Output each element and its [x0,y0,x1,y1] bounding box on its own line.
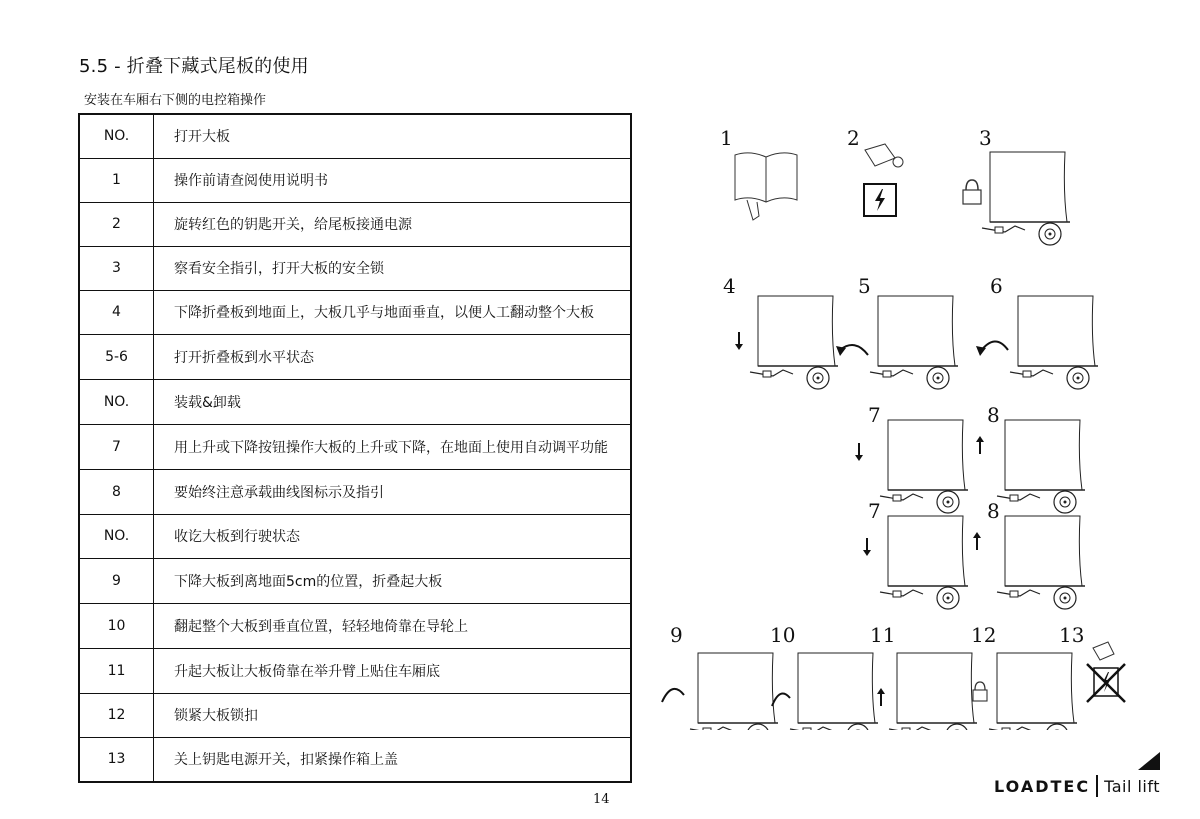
safety-lock-icon [963,180,981,204]
figure-number-7: 7 [868,499,881,523]
step-number: NO. [79,514,154,558]
figure-number-1: 1 [720,126,733,150]
figure-number-12: 12 [971,623,997,647]
step-description: 打开大板 [154,114,632,158]
lock-icon [973,682,987,701]
truck-illustration-11 [889,653,977,730]
arrow-up-icon [973,532,981,550]
brand-tagline: Tail lift [1104,776,1160,796]
step-description: 装载&卸载 [154,379,632,424]
table-row [79,558,631,603]
truck-illustration-5 [870,296,958,389]
step-number: 11 [79,648,154,693]
table-row [79,379,631,424]
arrow-up-icon [877,688,885,706]
step-number: 10 [79,603,154,648]
figure-number-8: 8 [987,403,1000,427]
figure-number-5: 5 [858,274,871,298]
arrow-up-icon [976,436,984,454]
table-row [79,202,631,246]
step-number: 8 [79,469,154,514]
arrow-down-icon [855,443,863,461]
page-number: 14 [593,792,610,807]
step-description: 关上钥匙电源开关，扣紧操作箱上盖 [154,737,632,782]
step-description: 操作前请查阅使用说明书 [154,158,632,202]
table-row [79,290,631,334]
truck-illustration-8 [997,420,1085,513]
figure-number-7: 7 [868,403,881,427]
truck-illustration-7 [880,420,968,513]
table-row [79,603,631,648]
step-description: 锁紧大板锁扣 [154,693,632,737]
brand-separator [1096,775,1098,797]
step-description: 用上升或下降按钮操作大板的上升或下降，在地面上使用自动调平功能 [154,424,632,469]
step-description: 旋转红色的钥匙开关，给尾板接通电源 [154,202,632,246]
key-off-icon [1087,642,1125,702]
truck-illustration-3 [982,152,1070,245]
step-description: 打开折叠板到水平状态 [154,334,632,379]
step-number: NO. [79,114,154,158]
table-row [79,246,631,290]
corner-triangle-icon [1138,752,1160,770]
arrow-down-icon [735,332,743,350]
figure-number-2: 2 [847,126,860,150]
table-row [79,693,631,737]
table-row [79,334,631,379]
table-row [79,424,631,469]
step-description: 收讫大板到行驶状态 [154,514,632,558]
truck-illustration-8 [997,516,1085,609]
figure-number-9: 9 [670,623,683,647]
table-row [79,114,631,158]
truck-illustration-12 [989,653,1077,730]
figure-number-8: 8 [987,499,1000,523]
brand-logo: LOADTEC [994,776,1091,796]
key-switch-icon [865,144,903,167]
figure-number-11: 11 [870,623,896,647]
step-number: 3 [79,246,154,290]
table-row [79,514,631,558]
operation-table [78,113,632,783]
illustration-panel [640,110,1180,730]
figure-number-10: 10 [770,623,796,647]
table-row [79,737,631,782]
rotate-arrow-icon [980,341,1008,352]
table-row [79,158,631,202]
section-title: 5.5 - 折叠下藏式尾板的使用 [79,56,309,77]
truck-illustration-10 [790,653,878,730]
table-row [79,469,631,514]
brand-footer [994,775,1160,797]
truck-illustration-6 [1010,296,1098,389]
step-number: 1 [79,158,154,202]
step-description: 要始终注意承载曲线图标示及指引 [154,469,632,514]
step-description: 下降大板到离地面5cm的位置，折叠起大板 [154,558,632,603]
step-number: 5-6 [79,334,154,379]
figure-number-4: 4 [723,274,736,298]
truck-illustration-7 [880,516,968,609]
figure-number-6: 6 [990,274,1003,298]
truck-illustration-9 [690,653,778,730]
step-number: 7 [79,424,154,469]
step-description: 察看安全指引，打开大板的安全锁 [154,246,632,290]
arrow-down-icon [863,538,871,556]
step-description: 下降折叠板到地面上，大板几乎与地面垂直，以便人工翻动整个大板 [154,290,632,334]
section-subtitle: 安装在车厢右下侧的电控箱操作 [84,93,267,108]
step-number: 12 [79,693,154,737]
step-description: 升起大板让大板倚靠在举升臂上贴住车厢底 [154,648,632,693]
step-number: 13 [79,737,154,782]
manual-book-icon [735,153,797,220]
truck-illustration-4 [750,296,838,389]
step-number: NO. [79,379,154,424]
step-description: 翻起整个大板到垂直位置，轻轻地倚靠在导轮上 [154,603,632,648]
figure-number-3: 3 [979,126,992,150]
step-number: 2 [79,202,154,246]
figure-number-13: 13 [1059,623,1085,647]
step-number: 9 [79,558,154,603]
step-number: 4 [79,290,154,334]
power-warning-icon [864,184,896,216]
table-row [79,648,631,693]
